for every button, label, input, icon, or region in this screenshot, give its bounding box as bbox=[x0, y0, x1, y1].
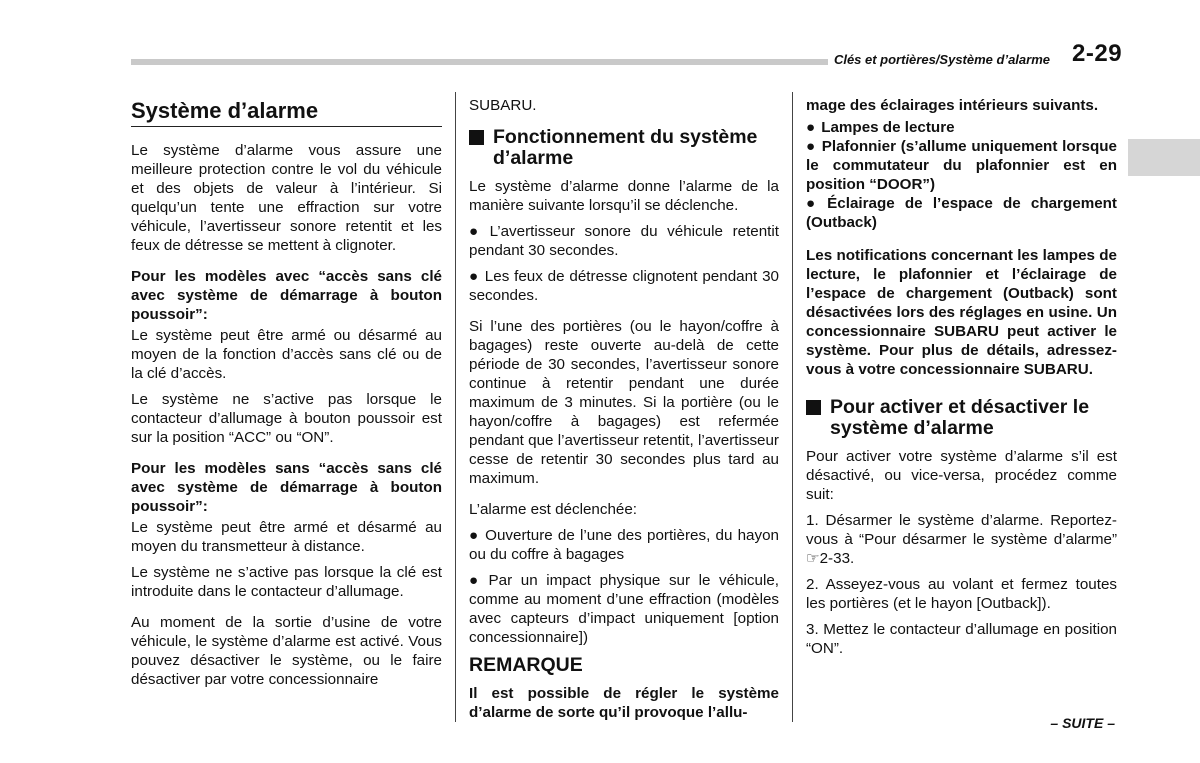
bullet-icon: ● bbox=[806, 119, 816, 136]
list-item: ● Lampes de lecture bbox=[806, 119, 955, 136]
note-heading: REMARQUE bbox=[469, 654, 583, 676]
header-title: Clés et portières/Système d’alarme bbox=[828, 52, 1050, 67]
bullet-icon: ● bbox=[469, 572, 483, 589]
paragraph: Le système ne s’active pas lorsque le contacteur d’allumage à bouton poussoir est sur la position “ACC” ou “ON”. bbox=[131, 391, 442, 446]
step: 1. Désarmer le système d’alarme. Reportez-vous à “Pour désarmer le système d’alarme” ☞2-33. bbox=[806, 512, 1117, 567]
column-divider bbox=[455, 92, 456, 722]
section-title: Système d’alarme bbox=[131, 98, 442, 127]
step: 3. Mettez le contacteur d’allumage en position “ON”. bbox=[806, 621, 1117, 657]
column-1 bbox=[131, 96, 442, 696]
chapter-tab bbox=[1128, 139, 1200, 176]
paragraph: Le système peut être armé et désarmé au moyen du transmetteur à distance. bbox=[131, 519, 442, 555]
square-bullet-icon bbox=[469, 130, 484, 145]
list-item: ● Ouverture de l’une des portières, du hayon ou du coffre à bagages bbox=[469, 527, 779, 563]
square-bullet-icon bbox=[806, 400, 821, 415]
note-text: Il est possible de régler le système d’alarme de sorte qu’il provoque l’allu- bbox=[469, 685, 779, 721]
paragraph: Le système peut être armé ou désarmé au moyen de la fonction d’accès sans clé ou de la clé d’accès. bbox=[131, 327, 442, 382]
subsection-heading-text: Fonctionnement du système d’alarme bbox=[493, 126, 758, 169]
paragraph: Pour activer votre système d’alarme s’il est désactivé, ou vice-versa, procédez comme suit: bbox=[806, 448, 1117, 503]
column-3 bbox=[806, 96, 1117, 665]
paragraph: Le système d’alarme donne l’alarme de la manière suivante lorsqu’il se déclenche. bbox=[469, 178, 779, 214]
note-text: Les notifications concernant les lampes de lecture, le plafonnier et l’éclairage de l’espace de chargement (Outback) sont désactivées lors des réglages en usine. Un concessionnaire SUBARU peut activer le système. Pour plus de détails, adressez-vous à votre concessionnaire SUBARU. bbox=[806, 247, 1117, 378]
subsection-heading-text: Pour activer et désactiver le système d’alarme bbox=[830, 396, 1090, 439]
subheading: Pour les modèles avec “accès sans clé avec système de démarrage à bouton poussoir”: bbox=[131, 268, 442, 323]
paragraph: L’alarme est déclenchée: bbox=[469, 501, 638, 518]
page-number: 2-29 bbox=[1072, 40, 1123, 67]
bullet-icon: ● bbox=[469, 527, 480, 544]
bullet-icon: ● bbox=[469, 268, 479, 285]
bullet-icon: ● bbox=[806, 138, 816, 155]
paragraph: Si l’une des portières (ou le hayon/coffre à bagages) reste ouverte au-delà de cette période de 30 secondes, l’avertisseur sonore continue à retentir pendant une durée maximum de 3 minutes. Si la portière (ou le hayon/coffre à bagages) est refermée pendant que l’avertisseur retentit, l’avertisseur cesse de retentir 30 secondes plus tard au maximum. bbox=[469, 318, 779, 487]
note-text: mage des éclairages intérieurs suivants. bbox=[806, 97, 1099, 114]
subsection-heading bbox=[806, 397, 1117, 439]
continued-marker: – SUITE – bbox=[1050, 715, 1115, 731]
list-item: ● Plafonnier (s’allume uniquement lorsque le commutateur du plafonnier est en position “DOOR”) bbox=[806, 138, 1117, 193]
paragraph: SUBARU. bbox=[469, 97, 537, 114]
subheading: Pour les modèles sans “accès sans clé avec système de démarrage à bouton poussoir”: bbox=[131, 460, 442, 515]
column-divider bbox=[792, 92, 793, 722]
list-item: ● Par un impact physique sur le véhicule, comme au moment d’une effraction (modèles avec capteurs d’impact uniquement [option concessionnaire]) bbox=[469, 572, 779, 646]
bullet-icon: ● bbox=[469, 223, 484, 240]
subsection-heading bbox=[469, 127, 779, 169]
list-item: ● Éclairage de l’espace de chargement (Outback) bbox=[806, 195, 1117, 231]
list-item: ● Les feux de détresse clignotent pendant 30 secondes. bbox=[469, 268, 779, 304]
bullet-icon: ● bbox=[806, 195, 822, 212]
step: 2. Asseyez-vous au volant et fermez toutes les portières (et le hayon [Outback]). bbox=[806, 576, 1117, 612]
column-2 bbox=[469, 96, 779, 729]
paragraph: Au moment de la sortie d’usine de votre véhicule, le système d’alarme est activé. Vous pouvez désactiver le système, ou le faire désactiver par votre concessionnaire bbox=[131, 614, 442, 688]
intro-paragraph: Le système d’alarme vous assure une meilleure protection contre le vol du véhicule et des objets de valeur à l’intérieur. Si quelqu’un tente une effraction sur votre véhicule, l’avertisseur sonore retentit et les feux de détresse se mettent à clignoter. bbox=[131, 142, 442, 254]
list-item: ● L’avertisseur sonore du véhicule retentit pendant 30 secondes. bbox=[469, 223, 779, 259]
paragraph: Le système ne s’active pas lorsque la clé est introduite dans le contacteur d’allumage. bbox=[131, 564, 442, 600]
